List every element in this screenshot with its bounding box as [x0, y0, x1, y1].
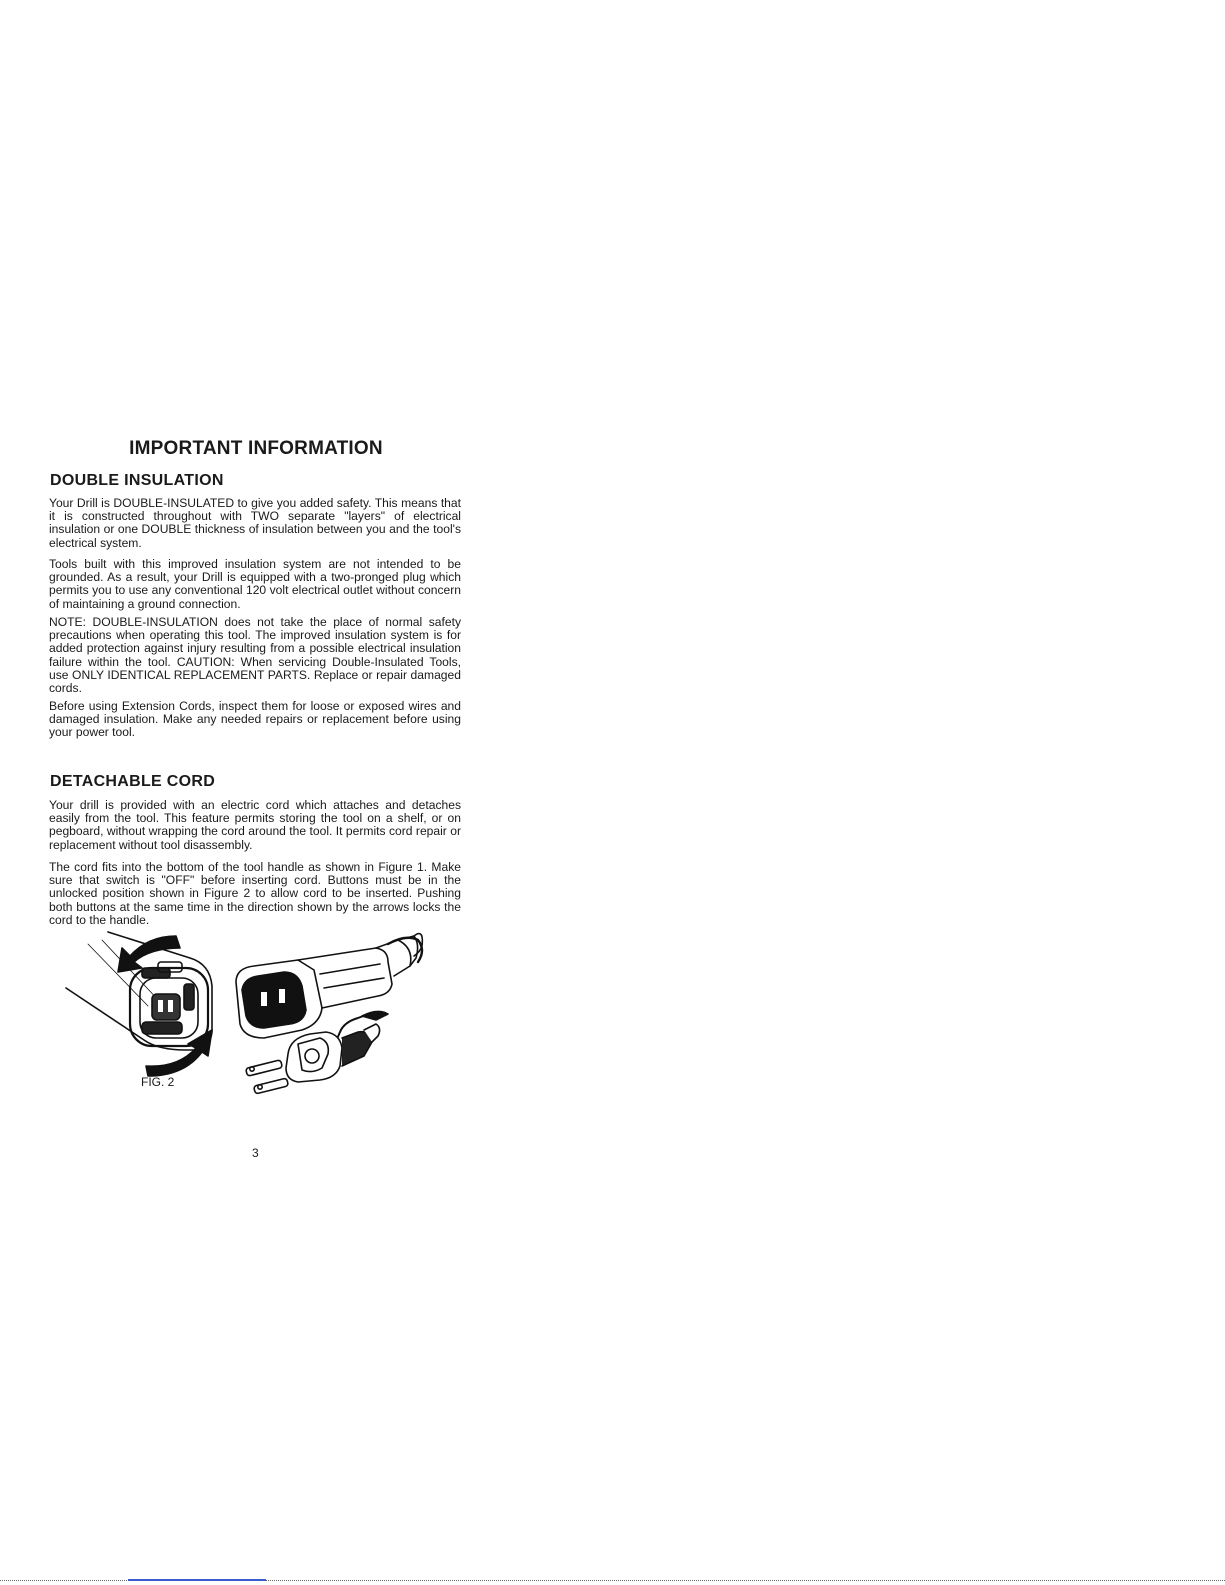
paragraph-detachable-cord: Your drill is provided with an electric cord which attaches and detaches easily from the tool. This feature permits storing the tool on a shelf, or on pegboard, without wrapping the cord around the tool. It permits cord repair or replacement without tool disassembly. — [49, 798, 461, 852]
paragraph-double-insulated: Your Drill is DOUBLE-INSULATED to give you added safety. This means that it is constructed throughout with TWO separate "layers" of electrical insulation or one DOUBLE thickness of insulation between you and the tool's electrical system. — [49, 496, 461, 550]
cord-connector-illustration — [236, 934, 422, 1038]
paragraph-cord-insertion: The cord fits into the bottom of the tool handle as shown in Figure 1. Make sure that switch is "OFF" before inserting cord. Buttons must be in the unlocked position shown in Figure 2 to allow cord to be inserted. Pushing both buttons at the same time in the direction shown by the arrows locks the cord to the handle. — [49, 860, 461, 927]
paragraph-grounding: Tools built with this improved insulation system are not intended to be grounded. As a result, your Drill is equipped with a two-pronged plug which permits you to use any conventional 120 volt electrical outlet without concern of maintaining a ground connection. — [49, 557, 461, 611]
paragraph-extension-cords: Before using Extension Cords, inspect them for loose or exposed wires and damaged insulation. Make any needed repairs or replacement before using your power tool. — [49, 699, 461, 740]
lock-arrow-bottom-icon — [146, 1030, 212, 1076]
drill-cord-figure — [58, 926, 438, 1104]
page-title: IMPORTANT INFORMATION — [129, 438, 383, 459]
section-heading-double-insulation: DOUBLE INSULATION — [50, 472, 224, 489]
figure-label: FIG. 2 — [141, 1075, 175, 1089]
lock-arrow-top-icon — [118, 936, 180, 972]
page-number: 3 — [252, 1146, 259, 1160]
section-heading-detachable-cord: DETACHABLE CORD — [50, 773, 216, 790]
bottom-link-underline[interactable] — [128, 1579, 266, 1581]
paragraph-note-caution: NOTE: DOUBLE-INSULATION does not take the place of normal safety precautions when operating this tool. The improved insulation system is for added protection against injury resulting from a possible electrical insulation failure within the tool. CAUTION: When servicing Double-Insulated Tools, use ONLY IDENTICAL REPLACEMENT PARTS. Replace or repair damaged cords. — [49, 615, 461, 696]
